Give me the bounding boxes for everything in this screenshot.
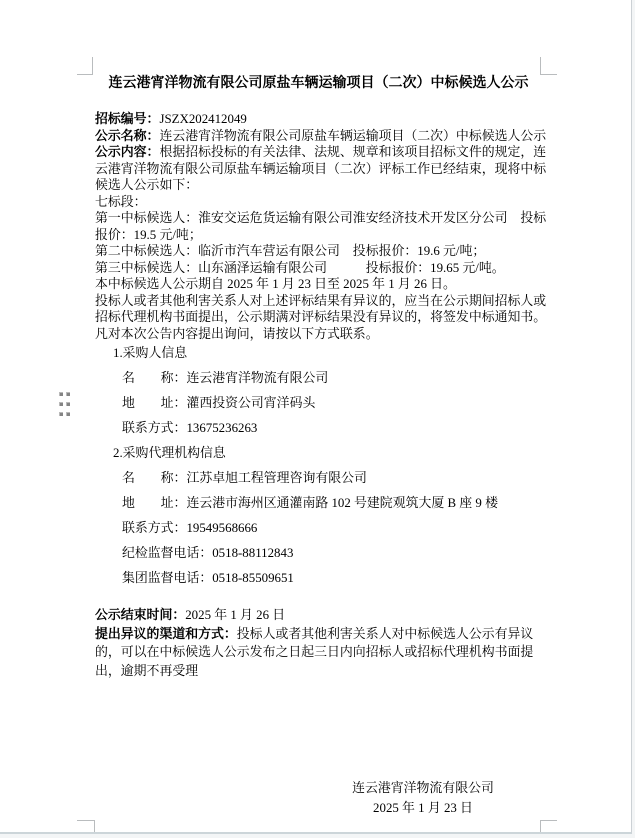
field-label: 提出异议的渠道和方式： xyxy=(95,625,237,641)
text-line xyxy=(95,541,555,566)
text-run: 报价：19.5 元/吨； xyxy=(95,227,202,242)
text-run: 投标人或者其他利害关系人对中标候选人公示有异议 xyxy=(236,626,534,641)
text-line xyxy=(95,260,555,277)
signature-date: 2025 年 1 月 23 日 xyxy=(373,801,473,815)
text-run: 招标代理机构书面提出，公示期满对评标结果没有异议的，将签发中标通知书。 xyxy=(95,310,547,324)
text-line xyxy=(95,341,555,366)
text-line xyxy=(95,662,555,681)
grip-dot-icon xyxy=(59,392,63,396)
field-label: 招标编号： xyxy=(95,111,160,126)
text-run: 1.采购人信息 xyxy=(113,346,188,360)
text-line xyxy=(95,441,555,466)
text-line xyxy=(95,326,555,343)
text-run: 联系方式：13675236263 xyxy=(122,421,258,435)
grip-dots-handle[interactable] xyxy=(59,392,70,416)
text-run: 本中标候选人公示期自 2025 年 1 月 23 日至 2025 年 1 月 26 日。 xyxy=(95,277,456,291)
text-run: 地 址：灌西投资公司宵洋码头 xyxy=(122,396,316,410)
text-run: 第二中标候选人：临沂市汽车营运有限公司 投标报价：19.6 元/吨； xyxy=(95,244,486,258)
text-line xyxy=(95,566,555,591)
text-line xyxy=(95,416,555,441)
text-line xyxy=(95,144,555,161)
document-title: 连云港宵洋物流有限公司原盐车辆运输项目（二次）中标候选人公示 xyxy=(108,74,529,90)
text-run: 集团监督电话：0518-85509651 xyxy=(122,571,294,585)
text-line xyxy=(95,366,555,391)
text-line xyxy=(95,243,555,260)
text-line xyxy=(95,161,555,178)
text-run: 纪检监督电话：0518-88112843 xyxy=(122,546,294,560)
grip-dot-icon xyxy=(66,392,70,396)
text-line xyxy=(95,606,555,625)
field-label: 公示结束时间： xyxy=(95,607,186,622)
grip-dot-icon xyxy=(59,412,63,416)
contact-info-section xyxy=(95,341,555,591)
text-line xyxy=(95,293,555,310)
text-line xyxy=(95,194,555,211)
text-line xyxy=(95,466,555,491)
text-run: 2025 年 1 月 26 日 xyxy=(185,608,286,622)
text-run: 连云港宵洋物流有限公司原盐车辆运输项目（二次）中标候选人公示 xyxy=(159,128,547,143)
text-line xyxy=(95,391,555,416)
text-run: 候选人公示如下： xyxy=(95,178,199,192)
text-run: 云港宵洋物流有限公司原盐车辆运输项目（二次）评标工作已经结束，现将中标 xyxy=(95,161,547,176)
crop-mark-bottom-left-icon xyxy=(77,820,95,832)
text-line xyxy=(95,128,555,145)
text-run: 名 称：连云港宵洋物流有限公司 xyxy=(122,371,329,385)
text-run: 投标人或者其他利害关系人对上述评标结果有异议的，应当在公示期间招标人或 xyxy=(95,293,547,308)
field-label: 公示内容： xyxy=(95,144,160,159)
crop-mark-bottom-right-icon xyxy=(540,820,557,832)
text-run: 地 址：连云港市海州区通灌南路 102 号建院观筑大厦 B 座 9 楼 xyxy=(122,496,498,510)
text-run: JSZX202412049 xyxy=(159,112,247,126)
text-line xyxy=(95,227,555,244)
grip-dot-icon xyxy=(59,402,63,406)
text-line xyxy=(95,309,555,326)
text-line xyxy=(95,516,555,541)
text-run: 出，逾期不再受理 xyxy=(95,663,199,678)
announcement-body xyxy=(95,111,555,342)
text-line xyxy=(95,491,555,516)
crop-mark-top-left-icon xyxy=(77,57,93,75)
grip-dot-icon xyxy=(66,412,70,416)
grip-dot-icon xyxy=(66,402,70,406)
text-line xyxy=(95,111,555,128)
text-line xyxy=(95,643,555,662)
text-run: 第三中标候选人：山东涵泽运输有限公司 投标报价：19.65 元/吨。 xyxy=(95,260,505,275)
crop-mark-top-right-icon xyxy=(540,57,557,75)
text-run: 的，可以在中标候选人公示发布之日起三日内向招标人或招标代理机构书面提 xyxy=(95,645,534,660)
text-run: 2.采购代理机构信息 xyxy=(113,446,226,460)
text-run: 根据招标投标的有关法律、法规、规章和该项目招标文件的规定，连 xyxy=(159,145,547,159)
text-run: 七标段： xyxy=(95,194,147,209)
text-line xyxy=(95,276,555,293)
text-run: 第一中标候选人：淮安交运危货运输有限公司淮安经济技术开发区分公司 投标 xyxy=(95,211,547,225)
text-run: 联系方式：19549568666 xyxy=(122,521,258,535)
text-run: 凡对本次公告内容提出询问，请按以下方式联系。 xyxy=(95,326,379,341)
text-run: 名 称：江苏卓旭工程管理咨询有限公司 xyxy=(122,471,367,485)
signature-block xyxy=(298,778,548,818)
field-label: 公示名称： xyxy=(95,127,160,143)
text-line xyxy=(95,625,555,644)
text-line xyxy=(95,177,555,194)
announcement-footer xyxy=(95,606,555,680)
text-line xyxy=(95,210,555,227)
signature-company: 连云港宵洋物流有限公司 xyxy=(352,781,494,795)
